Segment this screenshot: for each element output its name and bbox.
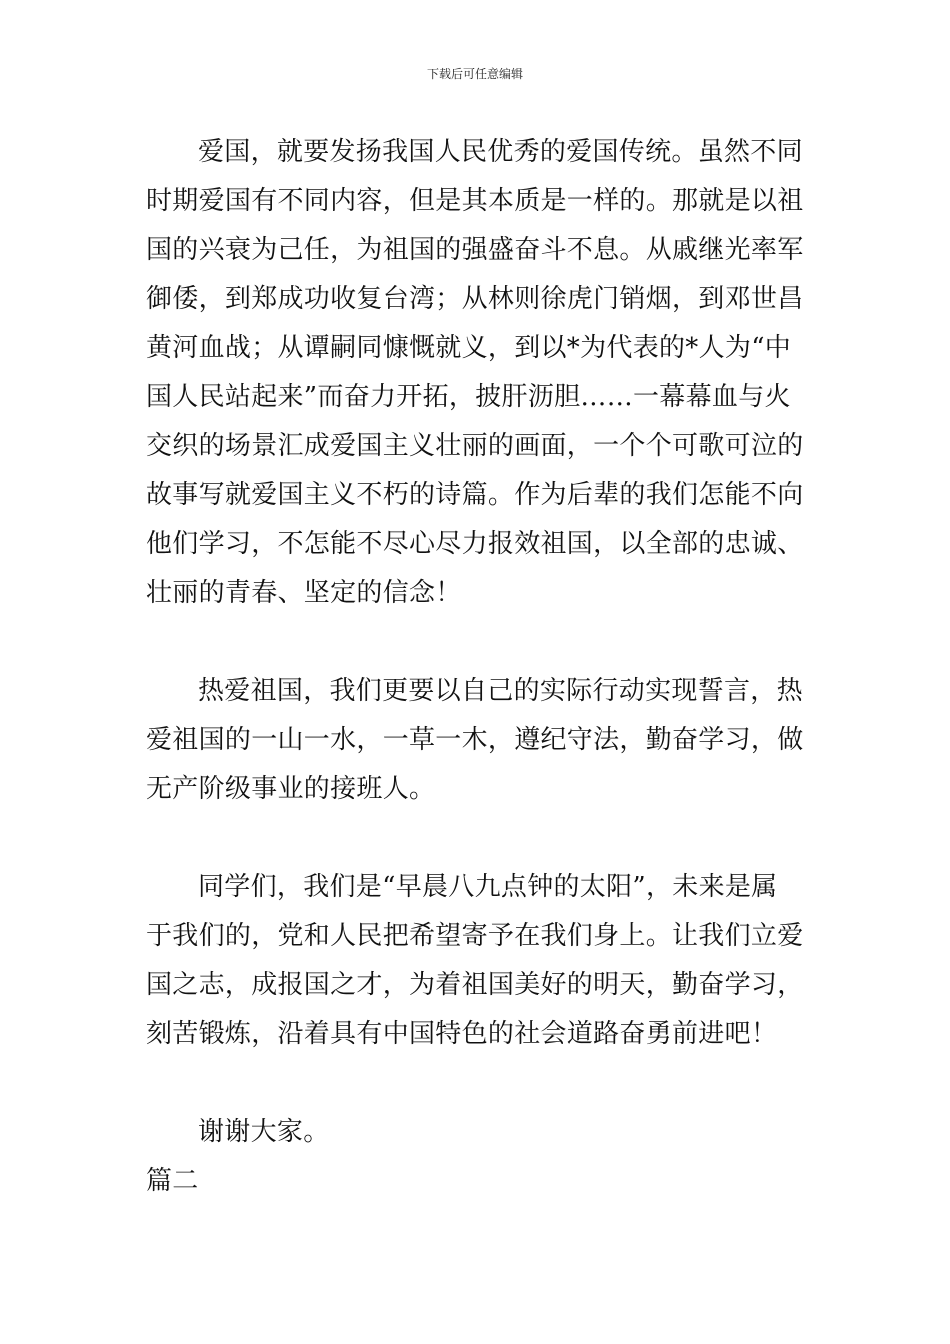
paragraph-line: 热爱祖国，我们更要以自己的实际行动实现誓言，热 bbox=[198, 676, 803, 706]
paragraph-line: 无产阶级事业的接班人。 bbox=[146, 774, 436, 804]
section-heading: 篇二 bbox=[146, 1166, 199, 1196]
paragraph-line: 交织的场景汇成爱国主义壮丽的画面，一个个可歌可泣的 bbox=[146, 431, 804, 461]
paragraph-line: 谢谢大家。 bbox=[198, 1117, 330, 1147]
page-header: 下载后可任意编辑 bbox=[426, 67, 523, 81]
paragraph-line: 御倭，到郑成功收复台湾；从林则徐虎门销烟，到邓世昌 bbox=[146, 284, 804, 314]
paragraph-line: 国人民站起来”而奋力开拓，披肝沥胆……一幕幕血与火 bbox=[146, 382, 791, 412]
paragraph-line: 时期爱国有不同内容，但是其本质是一样的。那就是以祖 bbox=[146, 186, 804, 216]
paragraph-line: 黄河血战；从谭嗣同慷慨就义，到以*为代表的*人为“中 bbox=[146, 333, 792, 363]
paragraph-spacer bbox=[146, 814, 806, 863]
paragraph-line: 刻苦锻炼，沿着具有中国特色的社会道路奋勇前进吧！ bbox=[146, 1019, 778, 1049]
paragraph-line: 于我们的，党和人民把希望寄予在我们身上。让我们立爱 bbox=[146, 921, 804, 951]
paragraph-spacer bbox=[146, 1059, 806, 1108]
paragraph-thanks bbox=[146, 1108, 806, 1157]
paragraph-line: 故事写就爱国主义不朽的诗篇。作为后辈的我们怎能不向 bbox=[146, 480, 804, 510]
paragraph-line: 国之志，成报国之才，为着祖国美好的明天，勤奋学习， bbox=[146, 970, 804, 1000]
paragraph-line: 他们学习，不怎能不尽心尽力报效祖国，以全部的忠诚、 bbox=[146, 529, 804, 559]
paragraph-line: 国的兴衰为己任，为祖国的强盛奋斗不息。从戚继光率军 bbox=[146, 235, 804, 265]
document-body bbox=[146, 128, 806, 1206]
paragraph-line: 壮丽的青春、坚定的信念！ bbox=[146, 578, 462, 608]
paragraph-line: 爱祖国的一山一水，一草一木，遵纪守法，勤奋学习，做 bbox=[146, 725, 804, 755]
paragraph-patriotism-tradition bbox=[146, 128, 806, 618]
paragraph-spacer bbox=[146, 618, 806, 667]
paragraph-line: 爱国，就要发扬我国人民优秀的爱国传统。虽然不同 bbox=[198, 137, 803, 167]
paragraph-line: 同学们，我们是“早晨八九点钟的太阳”，未来是属 bbox=[198, 872, 778, 902]
paragraph-classmates bbox=[146, 863, 806, 1059]
paragraph-love-motherland bbox=[146, 667, 806, 814]
